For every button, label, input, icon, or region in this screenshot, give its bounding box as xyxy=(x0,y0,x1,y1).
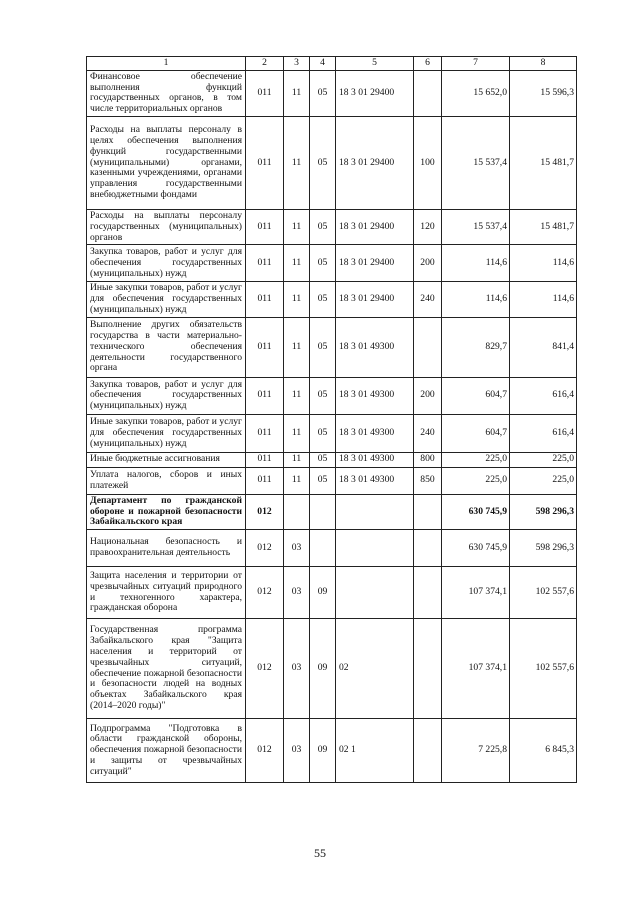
column-header-3: 3 xyxy=(284,57,310,71)
target-article: 02 1 xyxy=(336,719,414,783)
column-header-4: 4 xyxy=(310,57,336,71)
target-article: 18 3 01 49300 xyxy=(336,377,414,414)
subsection: 05 xyxy=(310,452,336,467)
amount-2016: 829,7 xyxy=(442,317,510,377)
expense-type: 800 xyxy=(414,452,442,467)
target-article xyxy=(336,494,414,529)
row-name: Закупка товаров, работ и услуг для обеспечения государственных (муниципальных) нужд xyxy=(87,377,246,414)
amount-2016: 114,6 xyxy=(442,282,510,317)
target-article: 18 3 01 29400 xyxy=(336,209,414,244)
subsection: 05 xyxy=(310,70,336,116)
amount-2016: 15 537,4 xyxy=(442,209,510,244)
expense-type: 100 xyxy=(414,116,442,209)
table-row xyxy=(87,719,577,783)
amount-2016: 225,0 xyxy=(442,467,510,494)
subsection: 05 xyxy=(310,467,336,494)
amount-2017: 616,4 xyxy=(510,377,577,414)
section: 11 xyxy=(284,282,310,317)
target-article: 18 3 01 49300 xyxy=(336,452,414,467)
section: 11 xyxy=(284,467,310,494)
subsection: 05 xyxy=(310,282,336,317)
expense-type xyxy=(414,494,442,529)
section: 11 xyxy=(284,377,310,414)
target-article: 18 3 01 29400 xyxy=(336,282,414,317)
table-header-row xyxy=(87,57,577,71)
subsection: 05 xyxy=(310,245,336,282)
column-header-5: 5 xyxy=(336,57,414,71)
section: 11 xyxy=(284,209,310,244)
amount-2016: 107 374,1 xyxy=(442,619,510,719)
amount-2017: 15 596,3 xyxy=(510,70,577,116)
section: 11 xyxy=(284,70,310,116)
subsection: 05 xyxy=(310,414,336,452)
expense-type xyxy=(414,70,442,116)
ministry-code: 011 xyxy=(246,116,284,209)
expense-type xyxy=(414,719,442,783)
section xyxy=(284,494,310,529)
expense-type: 120 xyxy=(414,209,442,244)
row-name: Защита населения и территории от чрезвычайных ситуаций природного и техногенного характера, гражданская оборона xyxy=(87,567,246,619)
ministry-code: 012 xyxy=(246,567,284,619)
row-name: Подпрограмма "Подготовка в области гражданской обороны, обеспечения пожарной безопасности и защиты от чрезвычайных ситуаций" xyxy=(87,719,246,783)
row-name: Иные бюджетные ассигнования xyxy=(87,452,246,467)
amount-2017: 6 845,3 xyxy=(510,719,577,783)
expense-type: 850 xyxy=(414,467,442,494)
amount-2017: 225,0 xyxy=(510,467,577,494)
table-row xyxy=(87,452,577,467)
column-header-6: 6 xyxy=(414,57,442,71)
target-article: 02 xyxy=(336,619,414,719)
table-row xyxy=(87,494,577,529)
ministry-code: 011 xyxy=(246,317,284,377)
ministry-code: 011 xyxy=(246,245,284,282)
ministry-code: 012 xyxy=(246,719,284,783)
ministry-code: 011 xyxy=(246,377,284,414)
amount-2016: 15 652,0 xyxy=(442,70,510,116)
expense-type: 200 xyxy=(414,377,442,414)
amount-2016: 114,6 xyxy=(442,245,510,282)
target-article: 18 3 01 29400 xyxy=(336,245,414,282)
expense-type xyxy=(414,619,442,719)
section: 03 xyxy=(284,719,310,783)
section: 03 xyxy=(284,619,310,719)
ministry-code: 011 xyxy=(246,282,284,317)
amount-2017: 102 557,6 xyxy=(510,619,577,719)
amount-2016: 604,7 xyxy=(442,377,510,414)
row-name: Иные закупки товаров, работ и услуг для обеспечения государственных (муниципальных) нужд xyxy=(87,414,246,452)
amount-2017: 598 296,3 xyxy=(510,494,577,529)
budget-table xyxy=(86,56,577,783)
row-name: Иные закупки товаров, работ и услуг для обеспечения государственных (муниципальных) нужд xyxy=(87,282,246,317)
row-name: Закупка товаров, работ и услуг для обеспечения государственных (муниципальных) нужд xyxy=(87,245,246,282)
ministry-code: 011 xyxy=(246,414,284,452)
amount-2016: 630 745,9 xyxy=(442,530,510,567)
subsection xyxy=(310,494,336,529)
section: 11 xyxy=(284,317,310,377)
column-header-1: 1 xyxy=(87,57,246,71)
ministry-code: 011 xyxy=(246,209,284,244)
subsection: 05 xyxy=(310,116,336,209)
table-row xyxy=(87,377,577,414)
subsection: 05 xyxy=(310,377,336,414)
table-row xyxy=(87,467,577,494)
amount-2017: 225,0 xyxy=(510,452,577,467)
table-row xyxy=(87,567,577,619)
target-article: 18 3 01 49300 xyxy=(336,317,414,377)
row-name: Расходы на выплаты персоналу в целях обеспечения выполнения функций государственными (муниципальными) органами, казенными учреждениями, органами управления государственными внебюджетными фондами xyxy=(87,116,246,209)
section: 11 xyxy=(284,414,310,452)
table-row xyxy=(87,245,577,282)
expense-type xyxy=(414,317,442,377)
row-name: Финансовое обеспечение выполнения функций государственных органов, в том числе территориальных органов xyxy=(87,70,246,116)
expense-type xyxy=(414,567,442,619)
target-article: 18 3 01 49300 xyxy=(336,467,414,494)
amount-2017: 841,4 xyxy=(510,317,577,377)
column-header-7: 7 xyxy=(442,57,510,71)
row-name: Национальная безопасность и правоохранительная деятельность xyxy=(87,530,246,567)
section: 11 xyxy=(284,452,310,467)
table-row xyxy=(87,619,577,719)
amount-2017: 616,4 xyxy=(510,414,577,452)
section: 03 xyxy=(284,530,310,567)
amount-2016: 630 745,9 xyxy=(442,494,510,529)
ministry-code: 012 xyxy=(246,530,284,567)
ministry-code: 011 xyxy=(246,452,284,467)
target-article: 18 3 01 29400 xyxy=(336,116,414,209)
row-name: Выполнение других обязательств государства в части материально-технического обеспечения деятельности государственного органа xyxy=(87,317,246,377)
table-row xyxy=(87,317,577,377)
row-name: Департамент по гражданской обороне и пожарной безопасности Забайкальского края xyxy=(87,494,246,529)
table-row xyxy=(87,282,577,317)
section: 11 xyxy=(284,116,310,209)
target-article: 18 3 01 29400 xyxy=(336,70,414,116)
table-row xyxy=(87,70,577,116)
page-number: 55 xyxy=(314,846,326,860)
amount-2017: 114,6 xyxy=(510,245,577,282)
ministry-code: 011 xyxy=(246,467,284,494)
row-name: Государственная программа Забайкальского края "Защита населения и территорий от чрезвычайных ситуаций, обеспечение пожарной безопасности и безопасности людей на водных объектах Забайкальского края (2014–2020 годы)" xyxy=(87,619,246,719)
subsection: 05 xyxy=(310,317,336,377)
amount-2017: 102 557,6 xyxy=(510,567,577,619)
amount-2016: 107 374,1 xyxy=(442,567,510,619)
amount-2017: 114,6 xyxy=(510,282,577,317)
subsection: 09 xyxy=(310,619,336,719)
subsection xyxy=(310,530,336,567)
subsection: 05 xyxy=(310,209,336,244)
expense-type: 240 xyxy=(414,414,442,452)
column-header-8: 8 xyxy=(510,57,577,71)
amount-2016: 15 537,4 xyxy=(442,116,510,209)
expense-type xyxy=(414,530,442,567)
subsection: 09 xyxy=(310,567,336,619)
column-header-2: 2 xyxy=(246,57,284,71)
ministry-code: 012 xyxy=(246,619,284,719)
table-row xyxy=(87,209,577,244)
target-article: 18 3 01 49300 xyxy=(336,414,414,452)
ministry-code: 012 xyxy=(246,494,284,529)
expense-type: 240 xyxy=(414,282,442,317)
table-row xyxy=(87,116,577,209)
amount-2017: 15 481,7 xyxy=(510,116,577,209)
amount-2016: 225,0 xyxy=(442,452,510,467)
section: 11 xyxy=(284,245,310,282)
row-name: Расходы на выплаты персоналу государственных (муниципальных) органов xyxy=(87,209,246,244)
amount-2016: 7 225,8 xyxy=(442,719,510,783)
amount-2016: 604,7 xyxy=(442,414,510,452)
expense-type: 200 xyxy=(414,245,442,282)
target-article xyxy=(336,567,414,619)
ministry-code: 011 xyxy=(246,70,284,116)
subsection: 09 xyxy=(310,719,336,783)
amount-2017: 598 296,3 xyxy=(510,530,577,567)
table-row xyxy=(87,414,577,452)
target-article xyxy=(336,530,414,567)
table-row xyxy=(87,530,577,567)
amount-2017: 15 481,7 xyxy=(510,209,577,244)
table-body xyxy=(87,57,577,783)
row-name: Уплата налогов, сборов и иных платежей xyxy=(87,467,246,494)
section: 03 xyxy=(284,567,310,619)
